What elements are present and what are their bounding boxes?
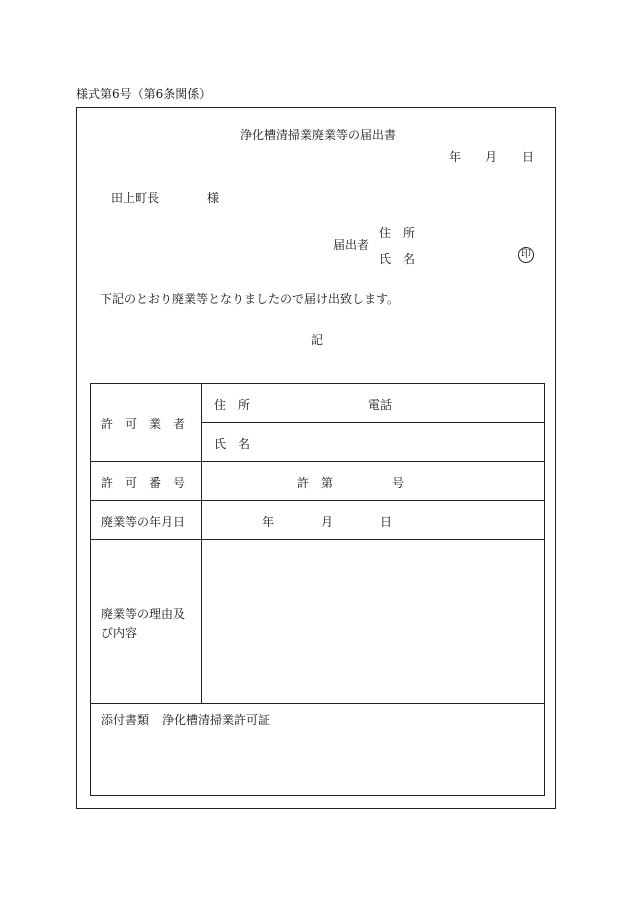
licensee-label: 許 可 業 者 [101, 417, 186, 431]
table-row-divider-licensee [90, 461, 545, 462]
license-number-label: 許 可 番 号 [101, 476, 186, 490]
addressee-name: 田上町長 [111, 191, 160, 205]
form-title: 浄化槽清掃業廃業等の届出書 [240, 128, 397, 142]
date-year-label: 年 [449, 150, 462, 164]
reason-content-area[interactable] [214, 560, 534, 690]
licensee-name-label: 氏 名 [214, 437, 251, 451]
notifier-name-label: 氏 名 [379, 252, 416, 266]
attachment-label: 添付書類 [101, 713, 150, 727]
table-row-divider-closure-date [90, 539, 545, 540]
table-row-divider-address [201, 422, 545, 423]
table-row-divider-license-number [90, 500, 545, 501]
closure-month-label: 月 [321, 515, 334, 529]
licensee-phone-label: 電話 [368, 398, 393, 412]
reason-label-line2: び内容 [101, 626, 138, 640]
licensee-address-label: 住 所 [214, 398, 251, 412]
notifier-address-label: 住 所 [379, 226, 416, 240]
ki-label: 記 [311, 333, 324, 347]
closure-year-label: 年 [262, 515, 275, 529]
license-number-suffix: 号 [392, 476, 405, 490]
statement-text: 下記のとおり廃業等となりましたので届け出致します。 [100, 292, 400, 306]
date-month-label: 月 [485, 150, 498, 164]
license-number-prefix: 許 第 [297, 476, 334, 490]
notifier-label: 届出者 [333, 238, 370, 252]
seal-mark: 印 [518, 247, 534, 263]
date-day-label: 日 [522, 150, 535, 164]
table-row-divider-reason [90, 703, 545, 704]
addressee-honorific: 様 [207, 191, 220, 205]
closure-date-label: 廃業等の年月日 [101, 515, 186, 529]
closure-day-label: 日 [380, 515, 393, 529]
form-number: 様式第6号（第6条関係） [76, 87, 212, 101]
attachment-value: 浄化槽清掃業許可証 [162, 713, 271, 727]
table-column-divider [201, 383, 202, 703]
reason-label-line1: 廃業等の理由及 [101, 607, 186, 621]
